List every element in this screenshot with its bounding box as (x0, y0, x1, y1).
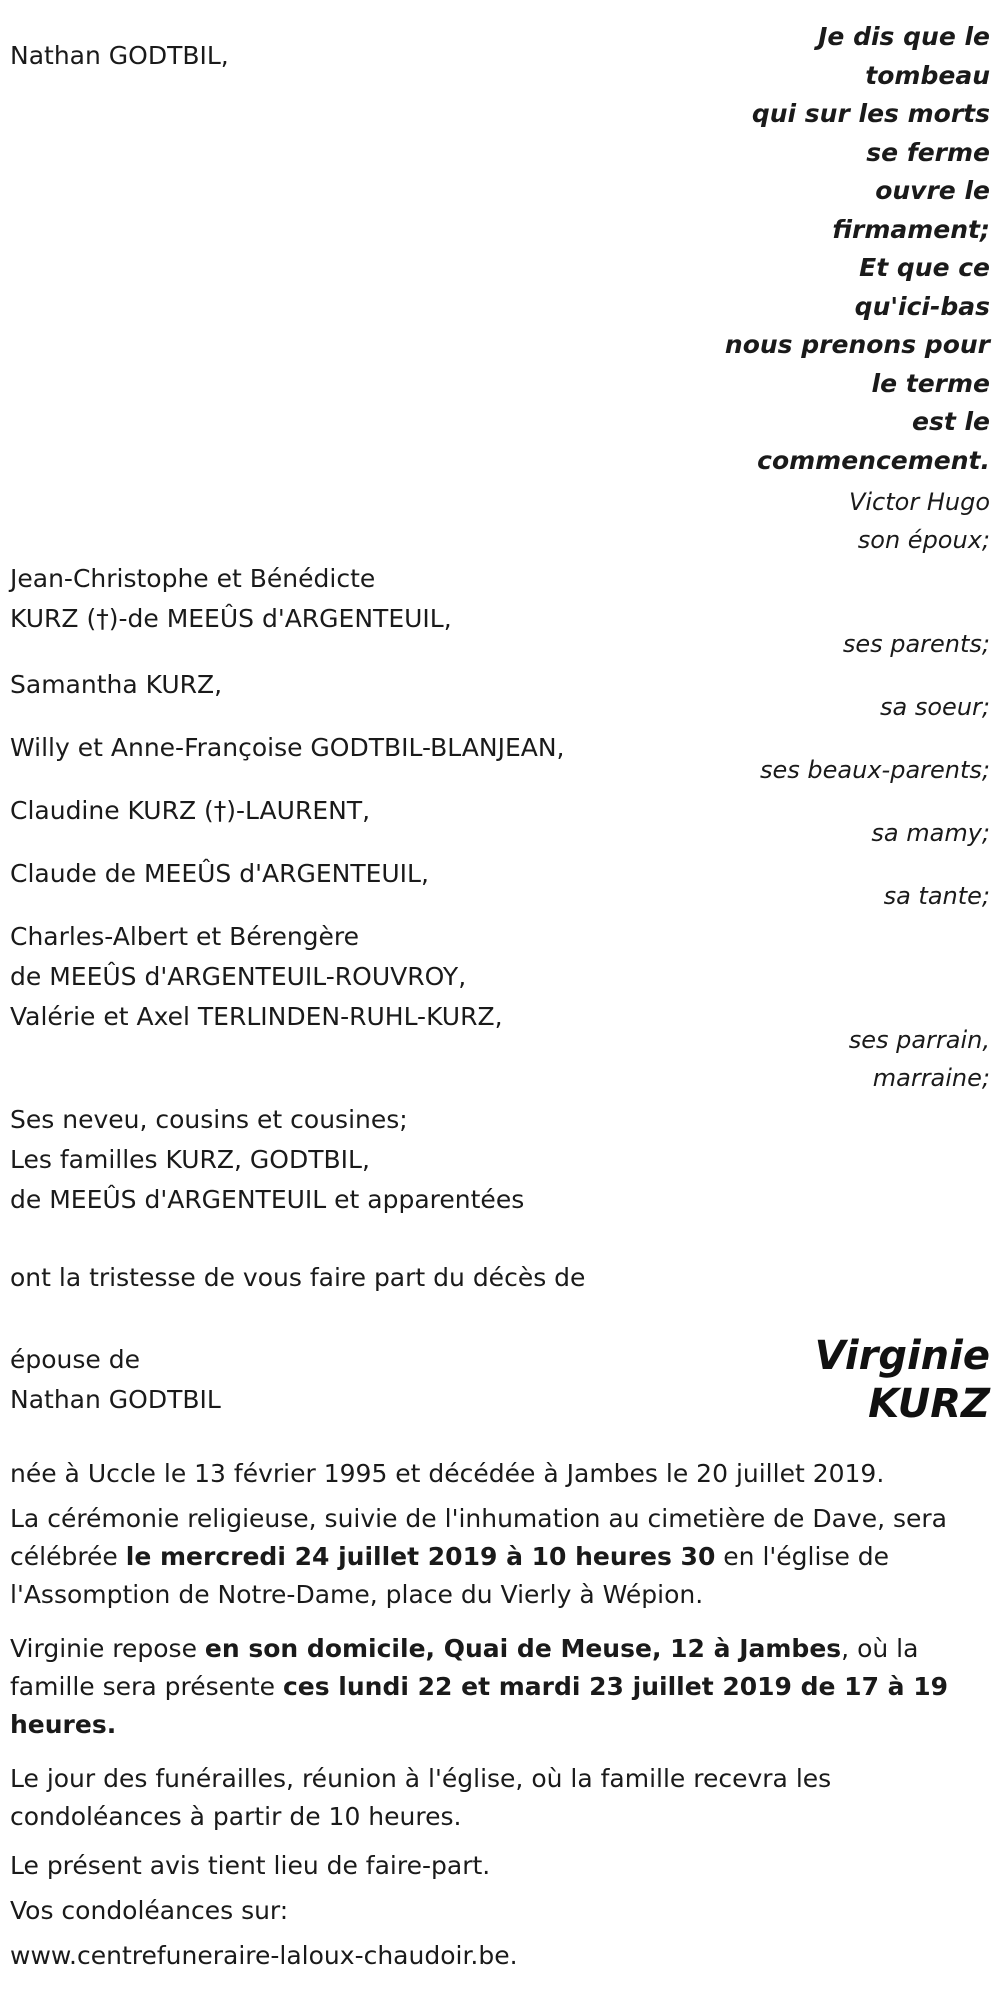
website-link[interactable]: www.centrefuneraire-laloux-chaudoir.be. (10, 1941, 518, 1970)
soeur-name: Samantha KURZ, (10, 670, 223, 699)
epoux-relation: son époux; (857, 526, 990, 554)
poem-line: le terme (871, 368, 990, 398)
poem-line: est le (911, 407, 990, 436)
ceremony-date: le mercredi 24 juillet 2019 à 10 heures 30 (125, 1542, 716, 1571)
famille-line: de MEEÛS d'ARGENTEUIL et apparentées (10, 1185, 525, 1214)
avis-paragraph: Le présent avis tient lieu de faire-part. (10, 1851, 491, 1880)
repose-paragraph (10, 1630, 990, 1744)
poem-line: se ferme (866, 137, 990, 167)
tante-relation: sa tante; (883, 882, 990, 910)
parrain-line: Charles-Albert et Bérengère (10, 922, 360, 951)
poem-line: tombeau (865, 60, 990, 90)
poem-author: Victor Hugo (848, 488, 990, 516)
poem-line: Et que ce (859, 253, 990, 282)
parents-line: KURZ (†)-de MEEÛS d'ARGENTEUIL, (10, 604, 452, 633)
ceremony-place: en l'église de l'Assomption de Notre-Dame, place du Vierly à Wépion. (10, 1542, 890, 1609)
parrain-relation (849, 1021, 990, 1097)
deceased-name (815, 1332, 990, 1428)
spouse-block (10, 1340, 221, 1420)
poem-line: qui sur les morts (751, 99, 990, 128)
birth-death: née à Uccle le 13 février 1995 et décédée à Jambes le 20 juillet 2019. (10, 1459, 885, 1488)
epoux-name: Nathan GODTBIL, (10, 41, 229, 70)
deceased-first-name: Virginie (814, 1333, 990, 1379)
condoleances-label: Vos condoléances sur: (10, 1896, 289, 1925)
spouse-line: épouse de (10, 1345, 140, 1374)
tante-name: Claude de MEEÛS d'ARGENTEUIL, (10, 859, 429, 888)
parrain-line: de MEEÛS d'ARGENTEUIL-ROUVROY, (10, 962, 467, 991)
poem-line: commencement. (757, 445, 990, 475)
parrain-relation-line: marraine; (872, 1064, 990, 1092)
repose-address: en son domicile, Quai de Meuse, 12 à Jambes (204, 1634, 842, 1663)
poem-line: firmament; (832, 214, 990, 244)
repose-text-mid: , où la famille sera présente (10, 1634, 919, 1701)
soeur-relation: sa soeur; (880, 693, 990, 721)
famille-line: Ses neveu, cousins et cousines; (10, 1105, 408, 1134)
funerailles-paragraph: Le jour des funérailles, réunion à l'église, où la famille recevra les condoléances à partir de 10 heures. (10, 1764, 832, 1831)
spouse-line: Nathan GODTBIL (10, 1385, 221, 1414)
poem-line: qu'ici-bas (854, 291, 990, 321)
poem-line: ouvre le (875, 176, 990, 205)
famille-block (10, 1100, 524, 1220)
parents-names (10, 559, 452, 639)
beaux-parents-name: Willy et Anne-Françoise GODTBIL-BLANJEAN, (10, 733, 565, 762)
parents-relation: ses parents; (842, 630, 990, 658)
poem-line: nous prenons pour (724, 330, 990, 359)
mamy-name: Claudine KURZ (†)-LAURENT, (10, 796, 371, 825)
mamy-relation: sa mamy; (871, 819, 990, 847)
famille-line: Les familles KURZ, GODTBIL, (10, 1145, 370, 1174)
parents-line: Jean-Christophe et Bénédicte (10, 564, 376, 593)
parrain-relation-line: ses parrain, (848, 1026, 990, 1054)
repose-text: Virginie repose (10, 1634, 205, 1663)
poem-line: Je dis que le (818, 22, 990, 51)
deceased-last-name: KURZ (868, 1381, 990, 1427)
poem (725, 18, 990, 480)
ceremony-text: La cérémonie religieuse, suivie de l'inhumation au cimetière de Dave, sera célébrée (10, 1504, 947, 1571)
beaux-parents-relation: ses beaux-parents; (760, 756, 990, 784)
repose-hours: ces lundi 22 et mardi 23 juillet 2019 de 17 à 19 heures. (10, 1672, 949, 1739)
announcement: ont la tristesse de vous faire part du décès de (10, 1263, 586, 1292)
ceremony-paragraph (10, 1500, 990, 1614)
parrain-names (10, 917, 503, 1037)
parrain-line: Valérie et Axel TERLINDEN-RUHL-KURZ, (10, 1002, 503, 1031)
